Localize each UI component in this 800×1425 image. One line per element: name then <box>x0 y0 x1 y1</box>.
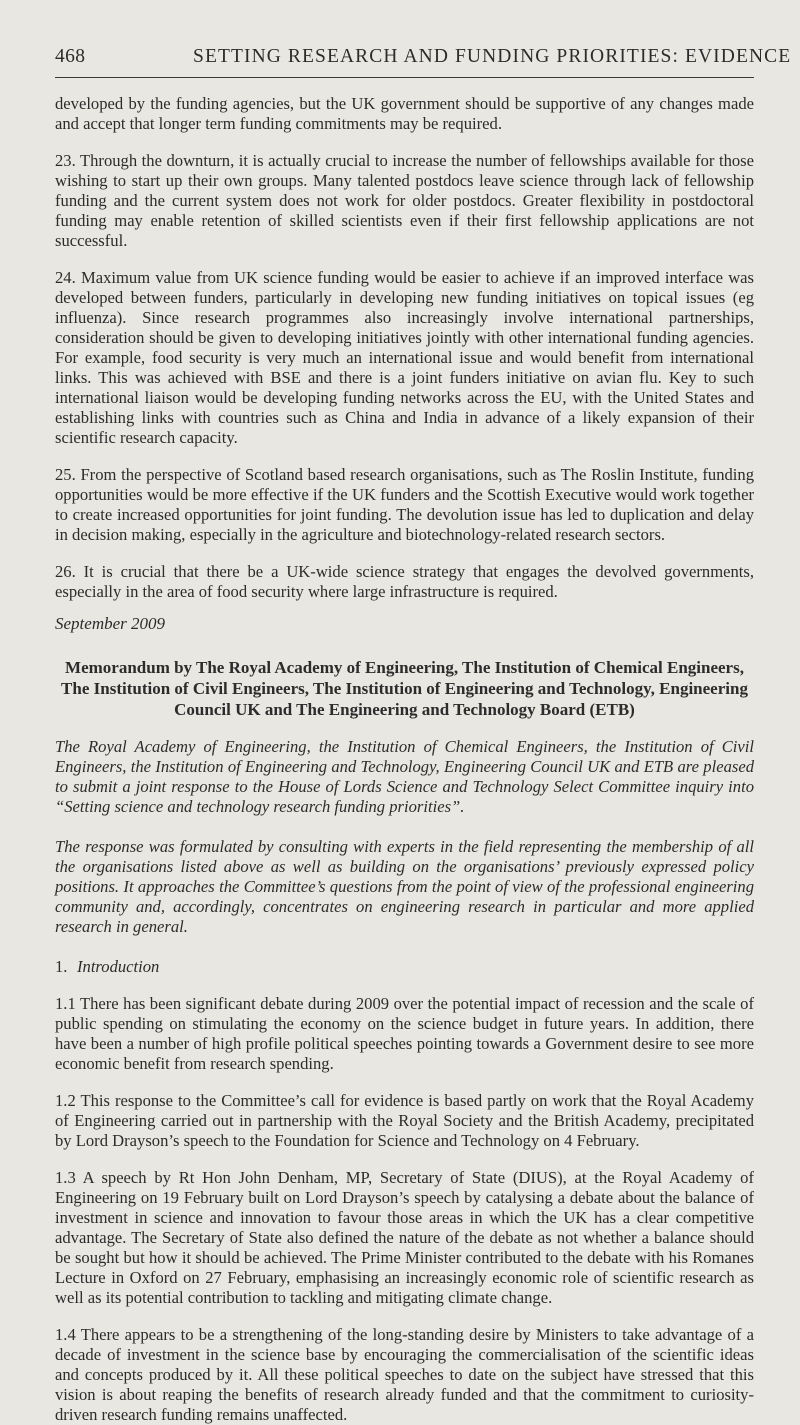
section-number: 1. <box>55 957 68 976</box>
paragraph-25: 25. From the perspective of Scotland based research organisations, such as The Roslin Institute, funding opportunities would be more effective if the UK funders and the Scottish Executive would work together to create increased opportunities for joint funding. The devolution issue has led to duplication and delay in decision making, especially in the agriculture and biotechnology-related research sectors. <box>55 465 754 544</box>
memorandum-intro-1: The Royal Academy of Engineering, the Institution of Chemical Engineers, the Institution of Civil Engineers, the Institution of Engineering and Technology, Engineering Council UK and ETB are pleased to submit a joint response to the House of Lords Science and Technology Select Committee inquiry into “Setting science and technology research funding priorities”. <box>55 737 754 816</box>
memorandum-intro-2: The response was formulated by consulting with experts in the field representing the membership of all the organisations listed above as well as building on the organisations’ previously expressed policy positions. It approaches the Committee’s questions from the point of view of the professional engineering community and, accordingly, concentrates on engineering research in particular and more applied research in general. <box>55 837 754 936</box>
date-line: September 2009 <box>55 614 166 633</box>
running-header <box>55 46 792 70</box>
paragraph-23: 23. Through the downturn, it is actually crucial to increase the number of fellowships available for those wishing to start up their own groups. Many talented postdocs leave science through lack of fellowship funding and the current system does not work for older postdocs. Greater flexibility in postdoctoral funding may enable retention of skilled scientists even if their first fellowship applications are not successful. <box>55 151 754 250</box>
paragraph-24: 24. Maximum value from UK science funding would be easier to achieve if an improved interface was developed between funders, particularly in developing new funding initiatives on topical issues (eg influenza). Since research programmes also increasingly involve international partnerships, consideration should be given to developing initiatives jointly with other international funding agencies. For example, food security is very much an international issue and would benefit from international links. This was achieved with BSE and there is a joint funders initiative on avian flu. Key to such international liaison would be developing funding networks across the EU, with the United States and establishing links with countries such as China and India in advance of a likely expansion of their scientific research capacity. <box>55 268 754 447</box>
page-number: 468 <box>55 46 86 67</box>
section-title: Introduction <box>77 957 160 976</box>
memorandum-heading: Memorandum by The Royal Academy of Engineering, The Institution of Chemical Engineers, The Institution of Civil Engineers, The Institution of Engineering and Technology, Engineering Council UK and The Engineering and Technology Board (ETB) <box>61 658 748 719</box>
paragraph-1-3: 1.3 A speech by Rt Hon John Denham, MP, Secretary of State (DIUS), at the Royal Academy of Engineering on 19 February built on Lord Drayson’s speech by catalysing a debate about the balance of investment in science and innovation to favour those areas in which the UK has a clear competitive advantage. The Secretary of State also defined the nature of the debate as not whether a balance should be sought but how it should be achieved. The Prime Minister contributed to the debate with his Romanes Lecture in Oxford on 27 February, emphasising an increasingly economic role of scientific research as well as its potential contribution to tackling and mitigating climate change. <box>55 1168 754 1307</box>
paragraph-1-4: 1.4 There appears to be a strengthening of the long-standing desire by Ministers to take advantage of a decade of investment in the science base by encouraging the commercialisation of the scientific ideas and concepts produced by it. All these political speeches to date on the subject have stressed that this vision is about reaping the benefits of research already funded and that the commitment to curiosity-driven research funding remains unaffected. <box>55 1325 754 1424</box>
page-body <box>55 94 754 1425</box>
paragraph-1-2: 1.2 This response to the Committee’s call for evidence is based partly on work that the Royal Academy of Engineering carried out in partnership with the Royal Society and the British Academy, precipitated by Lord Drayson’s speech to the Foundation for Science and Technology on 4 February. <box>55 1091 754 1150</box>
running-title: SETTING RESEARCH AND FUNDING PRIORITIES: EVIDENCE <box>193 46 792 67</box>
paragraph-26: 26. It is crucial that there be a UK-wide science strategy that engages the devolved governments, especially in the area of food security where large infrastructure is required. <box>55 562 754 601</box>
paragraph-continued: developed by the funding agencies, but the UK government should be supportive of any changes made and accept that longer term funding commitments may be required. <box>55 94 754 133</box>
header-rule <box>55 77 754 78</box>
section-heading <box>55 957 754 977</box>
paragraph-1-1: 1.1 There has been significant debate during 2009 over the potential impact of recession and the scale of public spending on stimulating the economy on the science budget in future years. In addition, there have been a number of high profile political speeches pointing towards a Government desire to see more economic benefit from research spending. <box>55 994 754 1073</box>
